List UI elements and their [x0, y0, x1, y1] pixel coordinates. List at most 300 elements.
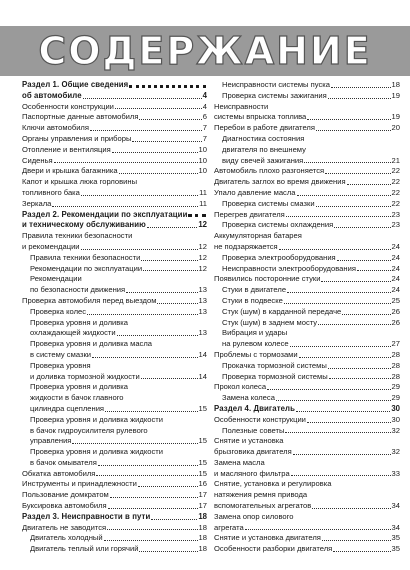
- toc-entry-title: виду свечей зажигания: [222, 155, 304, 165]
- dot-leader: [290, 346, 391, 347]
- toc-entry-title: Появились посторонние стуки: [214, 274, 321, 284]
- toc-entry-title: Неисправности: [214, 101, 269, 111]
- dot-leader: [307, 422, 391, 423]
- toc-entry: [214, 350, 400, 361]
- toc-entry-title: Стуки в двигателе: [222, 285, 287, 295]
- toc-entry: [22, 361, 207, 372]
- dot-leader: [143, 270, 197, 271]
- dot-leader: [139, 551, 197, 552]
- toc-page-number: 22: [391, 187, 400, 197]
- dot-leader: [132, 141, 201, 142]
- toc-page-number: 28: [391, 360, 400, 370]
- toc-entry: [214, 361, 400, 372]
- dot-leader: [325, 173, 390, 174]
- toc-entry-title: Проверка электрооборудования: [222, 252, 336, 262]
- toc-entry-title: Проверка колес: [30, 306, 87, 316]
- toc-entry: [22, 523, 207, 534]
- toc-page-number: 30: [391, 414, 400, 424]
- toc-entry: [214, 426, 400, 437]
- dot-leader: [321, 281, 390, 282]
- toc-section-heading: [22, 210, 207, 221]
- toc-entry-title: Пользование домкратом: [22, 490, 109, 500]
- dot-leader: [286, 216, 391, 217]
- dot-leader: [151, 519, 197, 520]
- toc-entry: [22, 501, 207, 512]
- toc-entry-title: агрегата: [214, 522, 244, 532]
- dot-leader: [98, 465, 198, 466]
- toc-entry: [22, 479, 207, 490]
- toc-entry-title: и техническому обслуживанию: [22, 220, 146, 230]
- toc-entry-title: Замена колеса: [222, 393, 275, 403]
- dot-leader: [129, 85, 206, 88]
- toc-entry-title: Неисправности системы пуска: [222, 80, 330, 89]
- toc-entry-title: Зеркала: [22, 198, 52, 208]
- dot-leader: [331, 87, 391, 88]
- dot-leader: [96, 475, 197, 476]
- toc-entry: [214, 296, 400, 307]
- toc-section-heading: [22, 91, 207, 102]
- dot-leader: [107, 529, 197, 530]
- dot-leader: [139, 119, 201, 120]
- toc-entry: [22, 404, 207, 415]
- toc-entry: [22, 533, 207, 544]
- toc-page-number: 18: [198, 544, 207, 554]
- toc-entry: [214, 112, 400, 123]
- dot-leader: [279, 249, 391, 250]
- dot-leader: [83, 98, 202, 99]
- dot-leader: [304, 162, 390, 163]
- toc-entry: [214, 166, 400, 177]
- toc-entry: [214, 307, 400, 318]
- dot-leader: [112, 152, 198, 153]
- toc-page-number: 23: [391, 209, 400, 219]
- toc-entry: [22, 274, 207, 285]
- toc-entry: [22, 156, 207, 167]
- toc-entry-title: Обкатка автомобиля: [22, 468, 96, 478]
- toc-page-number: 15: [198, 468, 207, 478]
- toc-page-number: 29: [391, 382, 400, 392]
- toc-entry: [214, 479, 400, 490]
- toc-entry-title: Проверка автомобиля перед выездом: [22, 295, 157, 305]
- toc-entry-title: по безопасности движения: [30, 285, 126, 295]
- toc-page-number: 7: [202, 123, 207, 133]
- toc-entry: [214, 318, 400, 329]
- toc-page-number: 11: [199, 198, 207, 208]
- toc-page-number: 18: [391, 80, 400, 89]
- dot-leader: [52, 206, 198, 207]
- toc-entry: [214, 469, 400, 480]
- toc-entry-title: не подзаряжается: [214, 241, 278, 251]
- toc-entry: [22, 188, 207, 199]
- toc-page-number: 35: [391, 544, 400, 554]
- toc-entry-title: управления: [30, 436, 72, 446]
- toc-entry-title: Проблемы с тормозами: [214, 349, 298, 359]
- toc-entry-title: Перегрев двигателя: [214, 209, 285, 219]
- toc-page-number: 13: [198, 295, 207, 305]
- toc-page-number: 4: [202, 90, 207, 100]
- dot-leader: [157, 303, 197, 304]
- toc-entry-title: Двигатель холодный: [30, 533, 103, 543]
- toc-page-number: 21: [391, 155, 400, 165]
- toc-entry-title: Правила техники безопасности: [22, 231, 133, 241]
- dot-leader: [287, 292, 391, 293]
- toc-entry-title: Раздел 3. Неисправности в пути: [22, 511, 151, 521]
- toc-entry: [22, 307, 207, 318]
- toc-entry: [22, 436, 207, 447]
- toc-entry-title: Двери и крышка багажника: [22, 166, 118, 176]
- toc-entry-title: Рекомендации по эксплуатации: [30, 263, 143, 273]
- toc-entry: [214, 458, 400, 469]
- toc-entry-title: Аккумуляторная батарея: [214, 231, 302, 241]
- dot-leader: [296, 411, 390, 412]
- dot-leader: [108, 508, 198, 509]
- dot-leader: [328, 98, 391, 99]
- dot-leader: [147, 227, 197, 228]
- toc-page-number: 15: [198, 403, 207, 413]
- toc-entry-title: Снятие и установка: [214, 436, 284, 446]
- toc-entry: [22, 490, 207, 501]
- toc-page-number: 30: [391, 403, 400, 413]
- toc-page-number: 10: [198, 144, 207, 154]
- toc-entry: [22, 415, 207, 426]
- toc-page-number: 16: [198, 479, 207, 489]
- dot-leader: [328, 368, 391, 369]
- dot-leader: [312, 508, 390, 509]
- toc-entry: [22, 145, 207, 156]
- toc-entry-title: Ключи автомобиля: [22, 123, 89, 133]
- dot-leader: [81, 195, 198, 196]
- toc-entry-title: Раздел 4. Двигатель: [214, 403, 296, 413]
- toc-entry-title: Проверка системы охлаждения: [222, 220, 334, 230]
- toc-entry: [214, 134, 400, 145]
- dot-leader: [245, 529, 391, 530]
- toc-page-number: 24: [391, 241, 400, 251]
- dot-leader: [126, 292, 197, 293]
- toc-entry-title: Неисправности электрооборудования: [222, 263, 356, 273]
- toc-page-number: 24: [391, 252, 400, 262]
- toc-entry-title: системы впрыска топлива: [214, 112, 307, 122]
- toc-entry: [214, 80, 400, 91]
- toc-page-number: 14: [198, 349, 207, 359]
- toc-page-number: 18: [198, 511, 207, 521]
- toc-entry-title: в бачок гидроусилителя рулевого: [30, 425, 148, 435]
- toc-column-left: [22, 80, 207, 555]
- toc-entry-title: Упало давление масла: [214, 187, 296, 197]
- toc-page-number: 34: [391, 501, 400, 511]
- toc-page-number: 29: [391, 393, 400, 403]
- toc-entry-title: и доливка тормозной жидкости: [30, 371, 140, 381]
- toc-section-heading: [214, 404, 400, 415]
- toc-entry: [22, 382, 207, 393]
- toc-entry: [22, 177, 207, 188]
- dot-leader: [110, 497, 198, 498]
- toc-entry: [22, 231, 207, 242]
- toc-entry-title: Особенности конструкции: [22, 101, 114, 111]
- toc-entry: [214, 285, 400, 296]
- dot-leader: [92, 357, 198, 358]
- toc-entry-title: в систему смазки: [30, 349, 92, 359]
- dot-leader: [322, 540, 391, 541]
- toc-entry: [22, 134, 207, 145]
- toc-page-number: 19: [391, 112, 400, 122]
- toc-entry-title: в бачок омывателя: [30, 457, 97, 467]
- toc-entry: [22, 393, 207, 404]
- dot-leader: [293, 454, 391, 455]
- toc-entry: [214, 145, 400, 156]
- toc-entry-title: Снятие, установка и регулировка: [214, 479, 332, 489]
- toc-entry: [214, 328, 400, 339]
- toc-entry-title: натяжения ремня привода: [214, 490, 308, 500]
- toc-page-number: 24: [391, 274, 400, 284]
- toc-entry-title: Вибрация и удары: [222, 328, 288, 338]
- toc-entry-title: Проверка системы смазки: [222, 198, 315, 208]
- toc-page-number: 32: [391, 447, 400, 457]
- toc-page-number: 12: [198, 220, 207, 230]
- toc-column-right: [214, 80, 400, 555]
- dot-leader: [141, 260, 197, 261]
- toc-entry-title: Прокачка тормозной системы: [222, 360, 327, 370]
- toc-entry-title: Правила техники безопасности: [30, 252, 141, 262]
- toc-page-number: 12: [198, 263, 207, 273]
- toc-entry: [22, 296, 207, 307]
- toc-entry-title: Раздел 2. Рекомендации по эксплуатации: [22, 209, 188, 219]
- toc-page-number: 33: [391, 468, 400, 478]
- toc-entry-title: об автомобиле: [22, 90, 82, 100]
- toc-entry: [214, 447, 400, 458]
- toc-page-number: 7: [202, 133, 207, 143]
- toc-entry: [214, 156, 400, 167]
- dot-leader: [307, 119, 390, 120]
- dot-leader: [347, 184, 391, 185]
- toc-entry: [214, 210, 400, 221]
- dot-leader: [104, 540, 198, 541]
- toc-page-number: 26: [391, 306, 400, 316]
- toc-entry-title: Проверка уровня: [30, 360, 91, 370]
- toc-entry: [214, 177, 400, 188]
- toc-entry: [214, 490, 400, 501]
- toc-page-number: 17: [198, 490, 207, 500]
- dot-leader: [267, 389, 390, 390]
- toc-entry-title: брызговика двигателя: [214, 447, 292, 457]
- dot-leader: [333, 551, 390, 552]
- dot-leader: [81, 249, 198, 250]
- toc-entry: [214, 274, 400, 285]
- toc-entry: [214, 415, 400, 426]
- toc-entry-title: двигателя по внешнему: [222, 144, 306, 154]
- toc-page-number: 22: [391, 166, 400, 176]
- toc-page-number: 18: [198, 533, 207, 543]
- toc-entry-title: и масляного фильтра: [214, 468, 290, 478]
- toc-entry: [214, 501, 400, 512]
- dot-leader: [141, 378, 198, 379]
- toc-entry-title: Диагностика состояния: [222, 133, 305, 143]
- dot-leader: [117, 335, 198, 336]
- toc-entry: [214, 253, 400, 264]
- toc-entry-title: Буксировка автомобиля: [22, 501, 107, 511]
- toc-page-number: 34: [391, 522, 400, 532]
- toc-entry: [22, 328, 207, 339]
- toc-entry-title: жидкости в бачок главного: [30, 393, 124, 403]
- toc-entry: [22, 199, 207, 210]
- toc-entry-title: Инструменты и принадлежности: [22, 479, 137, 489]
- toc-entry-title: Замена опор силового: [214, 511, 294, 521]
- toc-page-number: 13: [198, 328, 207, 338]
- toc-section-heading: [22, 220, 207, 231]
- toc-entry: [22, 318, 207, 329]
- toc-entry-title: Паспортные данные автомобиля: [22, 112, 139, 122]
- toc-entry: [214, 339, 400, 350]
- toc-entry: [214, 123, 400, 134]
- toc-page-number: 22: [391, 198, 400, 208]
- toc-page-number: 28: [391, 371, 400, 381]
- dot-leader: [90, 130, 202, 131]
- toc-page-number: 25: [391, 295, 400, 305]
- toc-page-number: 6: [202, 112, 207, 122]
- dot-leader: [188, 214, 206, 217]
- toc-entry-title: Рекомендации: [30, 274, 82, 284]
- toc-entry-title: Стук (шум) в заднем мосту: [222, 317, 318, 327]
- toc-page-number: 17: [198, 501, 207, 511]
- toc-entry-title: Капот и крышка люка горловины: [22, 177, 138, 187]
- toc-entry: [22, 447, 207, 458]
- toc-entry-title: Проверка уровня и доливка жидкости: [30, 447, 163, 457]
- dot-leader: [316, 206, 391, 207]
- toc-page-number: 4: [202, 101, 207, 111]
- toc-entry: [22, 102, 207, 113]
- toc-entry-title: Раздел 1. Общие сведения: [22, 80, 129, 89]
- toc-entry-title: Полезные советы: [222, 425, 285, 435]
- toc-entry-title: Двигатель теплый или горячий: [30, 544, 139, 554]
- toc-entry-title: Замена масла: [214, 457, 265, 467]
- toc-entry: [214, 231, 400, 242]
- toc-page-number: 35: [391, 533, 400, 543]
- toc-entry: [214, 393, 400, 404]
- toc-entry-title: Прокол колеса: [214, 382, 267, 392]
- page-title: СОДЕРЖАНИЕ: [38, 29, 372, 73]
- toc-entry-title: Двигатель не заводится: [22, 522, 107, 532]
- toc-entry: [22, 166, 207, 177]
- toc-page-number: 26: [391, 317, 400, 327]
- toc-entry-title: топливного бака: [22, 187, 80, 197]
- toc-section-heading: [22, 512, 207, 523]
- toc-entry: [22, 469, 207, 480]
- toc-entry: [214, 242, 400, 253]
- dot-leader: [72, 443, 197, 444]
- toc-entry: [214, 188, 400, 199]
- toc-page-number: 14: [198, 371, 207, 381]
- toc-page-number: 10: [198, 166, 207, 176]
- toc-entry: [214, 91, 400, 102]
- dot-leader: [299, 357, 391, 358]
- toc-page-number: 12: [198, 252, 207, 262]
- toc-page-number: 18: [198, 522, 207, 532]
- toc-page-number: 11: [199, 187, 207, 197]
- toc-entry: [22, 242, 207, 253]
- dot-leader: [87, 314, 198, 315]
- toc-entry-title: Органы управления и приборы: [22, 133, 132, 143]
- dot-leader: [357, 270, 391, 271]
- toc-entry: [22, 544, 207, 555]
- toc-entry: [214, 102, 400, 113]
- dot-leader: [297, 195, 391, 196]
- dot-leader: [138, 486, 198, 487]
- toc-entry-title: цилиндра сцепления: [30, 403, 105, 413]
- toc-page-number: 15: [198, 436, 207, 446]
- toc-entry: [214, 220, 400, 231]
- toc-entry: [22, 458, 207, 469]
- toc-entry-title: Проверка тормозной системы: [222, 371, 328, 381]
- toc-entry: [214, 512, 400, 523]
- toc-page-number: 23: [391, 220, 400, 230]
- toc-entry: [214, 544, 400, 555]
- dot-leader: [316, 130, 391, 131]
- toc-page-number: 10: [198, 155, 207, 165]
- toc-entry-title: охлаждающей жидкости: [30, 328, 116, 338]
- dot-leader: [334, 227, 390, 228]
- toc-entry-title: Проверка уровня и доливка: [30, 317, 128, 327]
- toc-entry: [214, 382, 400, 393]
- toc-entry-title: Стуки в подвеске: [222, 295, 283, 305]
- toc-entry: [214, 436, 400, 447]
- toc-entry-title: Отопление и вентиляция: [22, 144, 111, 154]
- dot-leader: [291, 475, 391, 476]
- dot-leader: [329, 378, 391, 379]
- dot-leader: [337, 260, 391, 261]
- dot-leader: [284, 303, 391, 304]
- toc-entry-title: Проверка уровня и доливка жидкости: [30, 414, 163, 424]
- toc-section-heading: [22, 80, 207, 91]
- toc-page-number: 20: [391, 123, 400, 133]
- toc-entry: [22, 264, 207, 275]
- dot-leader: [119, 173, 198, 174]
- dot-leader: [115, 108, 202, 109]
- toc-page-number: 22: [391, 177, 400, 187]
- toc-entry-title: Сиденья: [22, 155, 53, 165]
- toc-page-number: 12: [198, 241, 207, 251]
- toc-page-number: 13: [198, 285, 207, 295]
- dot-leader: [285, 432, 390, 433]
- toc-page-number: 27: [391, 339, 400, 349]
- toc-entry-title: Снятие и установка двигателя: [214, 533, 321, 543]
- toc-entry: [22, 285, 207, 296]
- toc-entry: [214, 264, 400, 275]
- toc-entry-title: Проверка системы зажигания: [222, 90, 327, 100]
- toc-page-number: 28: [391, 349, 400, 359]
- toc-entry-title: Проверка уровня и доливка: [30, 382, 128, 392]
- toc-entry: [22, 112, 207, 123]
- toc-entry: [22, 372, 207, 383]
- toc-entry: [22, 123, 207, 134]
- toc-entry: [214, 372, 400, 383]
- toc-entry: [22, 426, 207, 437]
- toc-entry-title: вспомогательных агрегатов: [214, 501, 312, 511]
- toc-entry: [214, 533, 400, 544]
- toc-page-number: 13: [198, 306, 207, 316]
- toc-entry-title: Особенности разборки двигателя: [214, 544, 333, 554]
- toc-entry-title: и рекомендации: [22, 241, 80, 251]
- toc-page-number: 32: [391, 425, 400, 435]
- toc-entry: [22, 350, 207, 361]
- toc-entry-title: Автомобиль плохо разгоняется: [214, 166, 325, 176]
- toc-entry-title: на рулевом колесе: [222, 339, 289, 349]
- dot-leader: [54, 162, 198, 163]
- dot-leader: [276, 400, 391, 401]
- dot-leader: [342, 314, 390, 315]
- toc-entry: [214, 199, 400, 210]
- toc-entry-title: Проверка уровня и доливка масла: [30, 339, 152, 349]
- toc-entry: [214, 523, 400, 534]
- toc-entry-title: Двигатель заглох во время движения: [214, 177, 346, 187]
